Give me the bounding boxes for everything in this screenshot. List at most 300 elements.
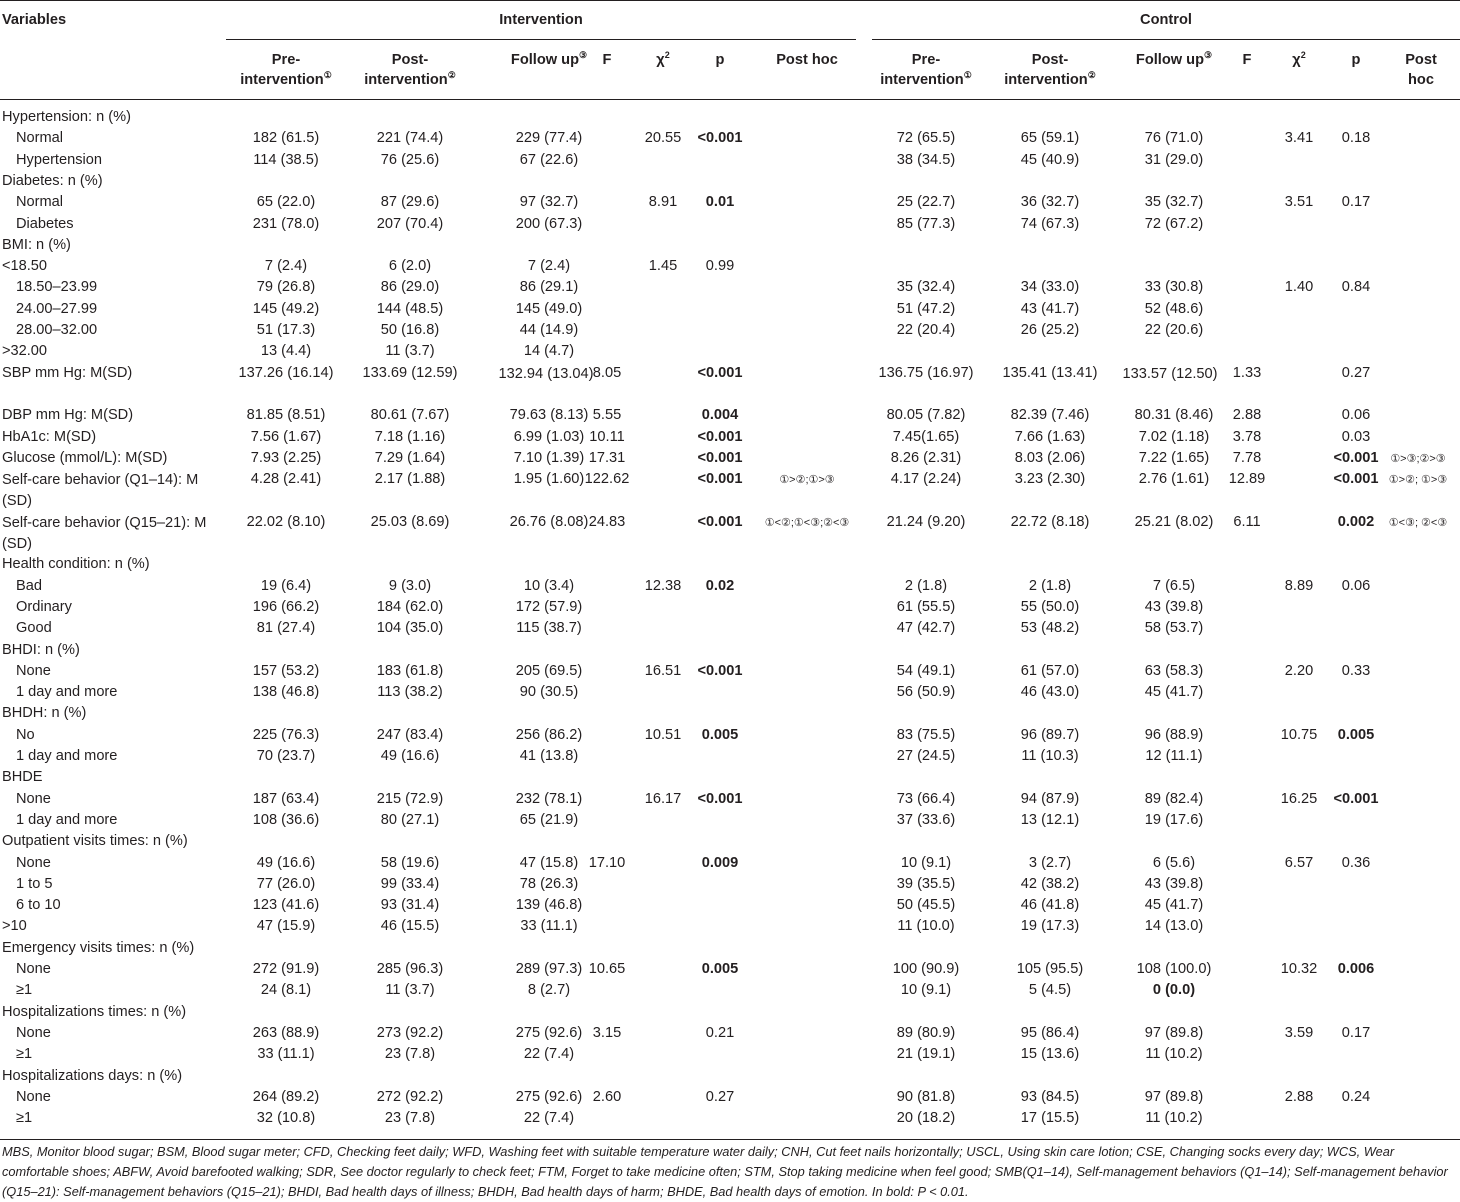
intervention-cell: 70 (23.7) [256,748,316,764]
section-label: BHDI: n (%) [2,641,80,658]
row-label: Normal [16,194,64,211]
intervention-cell: 5.55 [592,407,622,424]
intervention-cell: 108 (36.6) [252,811,320,828]
intervention-cell: <0.001 [697,790,743,807]
control-cell: 0.36 [1341,854,1371,871]
intervention-cell: 0.21 [705,1024,735,1041]
section-label: BHDE [2,769,43,786]
intervention-cell: 256 (86.2) [515,726,583,743]
header-group-intervention: Intervention [499,12,583,28]
control-cell: 108 (100.0) [1136,961,1212,977]
intervention-cell: 99 (33.4) [380,875,440,892]
row-label: Good [16,620,52,637]
intervention-cell: 145 (49.2) [252,300,320,317]
intervention-cell: 115 (38.7) [516,620,582,637]
intervention-cell: 1.45 [648,258,678,275]
control-header-5: p [1351,52,1361,68]
intervention-cell: 16.51 [644,662,682,679]
row-label: None [16,1088,51,1105]
control-cell: 2.88 [1284,1088,1314,1105]
control-cell: 12 (11.1) [1145,748,1203,764]
intervention-cell: 97 (32.7) [519,194,579,211]
control-cell: 37 (33.6) [896,811,956,828]
intervention-cell: 16.17 [644,790,682,807]
control-cell: 4.17 (2.24) [890,471,962,488]
control-cell: 11 (10.3) [1021,748,1079,764]
control-cell: 0.24 [1341,1088,1371,1105]
intervention-cell: 86 (29.1) [519,279,579,296]
intervention-cell: 11 (3.7) [385,343,435,360]
intervention-cell: <0.001 [697,130,743,147]
intervention-cell: 58 (19.6) [380,854,440,871]
intervention-cell: 196 (66.2) [252,598,320,615]
intervention-cell: 87 (29.6) [380,194,440,211]
intervention-cell: 49 (16.6) [256,854,316,871]
control-cell: 43 (39.8) [1144,598,1204,615]
intervention-cell: 272 (91.9) [252,961,320,977]
control-cell: 46 (41.8) [1020,897,1080,914]
control-cell: 47 (42.7) [896,620,956,637]
intervention-cell: 231 (78.0) [252,215,320,232]
row-label: 28.00–32.00 [16,322,98,338]
control-cell: 11 (10.2) [1145,1046,1203,1063]
control-cell: 74 (67.3) [1020,215,1080,232]
intervention-cell: 104 (35.0) [376,620,444,637]
intervention-cell: 0.02 [705,577,735,594]
intervention-cell: 79 (26.8) [256,279,316,296]
control-cell: 97 (89.8) [1144,1024,1204,1041]
control-cell: 34 (33.0) [1020,279,1080,296]
intervention-cell: 81.85 (8.51) [246,407,326,424]
control-cell: 53 (48.2) [1020,620,1080,637]
control-cell: 43 (41.7) [1020,300,1080,317]
control-cell: 10.32 [1280,961,1318,977]
intervention-cell: 13 (4.4) [260,343,312,360]
intervention-header-4: $\chi^2$ [656,50,670,68]
intervention-header-3: F [602,52,612,68]
intervention-cell: 205 (69.5) [515,662,583,679]
control-cell: 21.24 (9.20) [886,513,966,530]
row-label: No [16,726,35,743]
control-cell: 2.76 (1.61) [1138,471,1210,488]
intervention-cell: 22 (7.4) [523,1046,575,1063]
intervention-cell: 172 (57.9) [515,598,583,615]
intervention-cell: 65 (22.0) [256,194,316,211]
intervention-cell: 0.01 [705,194,735,211]
control-cell: 11 (10.2) [1145,1110,1203,1127]
control-cell: 19 (17.6) [1144,811,1204,828]
intervention-cell: 184 (62.0) [376,598,444,615]
control-cell: 11 (10.0) [897,918,955,935]
control-group-rule [872,39,1460,40]
intervention-header-0: Pre- intervention① [240,52,332,88]
control-cell: 10.75 [1280,726,1318,743]
row-label: None [16,961,51,977]
control-cell: 1.40 [1284,279,1314,296]
control-cell: ①<③; ②<③ [1388,516,1448,529]
control-cell: 85 (77.3) [896,215,956,232]
control-cell: 89 (80.9) [896,1024,956,1041]
intervention-cell: 20.55 [644,130,682,147]
row-label: ≥1 [16,982,33,999]
control-cell: <0.001 [1333,790,1379,807]
row-label: Normal [16,130,64,147]
control-cell: 27 (24.5) [896,748,956,764]
intervention-cell: 289 (97.3) [515,961,583,977]
header-group-control: Control [1140,12,1192,28]
control-cell: 135.41 (13.41) [1002,364,1098,381]
intervention-header-6: Post hoc [776,52,838,68]
intervention-cell: 24 (8.1) [260,982,312,999]
control-cell: 61 (57.0) [1020,662,1080,679]
control-cell: 136.75 (16.97) [878,364,974,381]
intervention-cell: 12.38 [644,577,682,594]
control-cell: 73 (66.4) [896,790,956,807]
control-cell: 55 (50.0) [1020,598,1080,615]
control-cell: 0.06 [1341,577,1371,594]
intervention-cell: 7.10 (1.39) [513,449,585,466]
section-label: Hypertension: n (%) [2,109,131,125]
intervention-cell: 17.31 [588,449,626,466]
intervention-cell: 6.99 (1.03) [513,428,585,445]
control-cell: 19 (17.3) [1020,918,1080,935]
control-cell: 15 (13.6) [1020,1046,1080,1063]
control-cell: 6 (5.6) [1152,854,1196,871]
control-cell: 13 (12.1) [1020,811,1080,828]
control-cell: 45 (41.7) [1144,684,1204,701]
intervention-cell: 11 (3.7) [385,982,435,999]
control-cell: 61 (55.5) [896,598,956,615]
row-label: 1 day and more [16,684,118,701]
intervention-cell: 79.63 (8.13) [509,407,589,424]
control-cell: 8.03 (2.06) [1014,449,1086,466]
row-label: >10 [2,918,27,935]
intervention-cell: 144 (48.5) [376,300,444,317]
control-cell: 2 (1.8) [1028,577,1072,594]
control-cell: 90 (81.8) [896,1088,956,1105]
intervention-cell: 133.69 (12.59) [362,364,458,381]
intervention-cell: 0.99 [705,258,735,275]
section-label: Health condition: n (%) [2,556,150,573]
intervention-cell: 8.91 [648,194,678,211]
control-cell: 10 (9.1) [900,854,952,871]
control-cell: 83 (75.5) [896,726,956,743]
row-label: DBP mm Hg: M(SD) [2,407,134,424]
top-rule [0,0,1460,1]
control-cell: 25 (22.7) [896,194,956,211]
row-label: Diabetes [16,215,74,232]
row-label: None [16,854,51,871]
control-cell: 3.59 [1284,1024,1314,1041]
intervention-cell: <0.001 [697,364,743,381]
intervention-cell: 22 (7.4) [523,1110,575,1127]
control-cell: 22.72 (8.18) [1010,513,1090,530]
control-cell: 96 (89.7) [1020,726,1080,743]
control-header-0: Pre- intervention① [880,52,972,88]
intervention-cell: 78 (26.3) [519,875,579,892]
intervention-cell: 7 (2.4) [527,258,571,275]
intervention-cell: 229 (77.4) [515,130,583,147]
intervention-cell: 32 (10.8) [256,1110,316,1127]
row-label: 18.50–23.99 [16,279,98,296]
control-cell: 72 (67.2) [1144,215,1204,232]
intervention-cell: 41 (13.8) [519,748,579,764]
intervention-cell: 80 (27.1) [380,811,440,828]
intervention-cell: 76 (25.6) [380,151,440,168]
control-cell: 0 (0.0) [1152,982,1196,999]
control-cell: 97 (89.8) [1144,1088,1204,1105]
intervention-cell: 44 (14.9) [519,322,579,338]
intervention-cell: 9 (3.0) [388,577,432,594]
section-label: Emergency visits times: n (%) [2,939,195,956]
control-cell: 6.57 [1284,854,1314,871]
intervention-cell: 8 (2.7) [527,982,571,999]
intervention-cell: 46 (15.5) [380,918,440,935]
intervention-cell: 19 (6.4) [260,577,312,594]
control-cell: 2 (1.8) [904,577,948,594]
control-cell: 0.03 [1341,428,1371,445]
intervention-cell: 183 (61.8) [376,662,444,679]
intervention-cell: 86 (29.0) [380,279,440,296]
intervention-cell: ①>②;①>③ [779,474,835,487]
control-cell: 63 (58.3) [1144,662,1204,679]
control-cell: 52 (48.6) [1144,300,1204,317]
intervention-cell: 77 (26.0) [256,875,316,892]
header-variables: Variables [2,12,67,28]
intervention-cell: 0.004 [701,407,739,424]
intervention-cell: 7 (2.4) [264,258,308,275]
control-header-1: Post- intervention② [1004,52,1096,88]
intervention-cell: 4.28 (2.41) [250,471,322,488]
control-cell: 3.41 [1284,130,1314,147]
control-cell: 56 (50.9) [896,684,956,701]
row-label: Self-care behavior (Q1–14): M (SD) [2,472,199,510]
control-cell: 94 (87.9) [1020,790,1080,807]
row-label: SBP mm Hg: M(SD) [2,364,133,381]
intervention-cell: 122.62 [584,471,630,488]
control-cell: 1.33 [1232,364,1262,381]
row-label: Hypertension [16,151,102,168]
intervention-cell: 10.51 [644,726,682,743]
row-label: ≥1 [16,1110,33,1127]
intervention-cell: <0.001 [697,428,743,445]
control-cell: <0.001 [1333,449,1379,466]
intervention-cell: 7.29 (1.64) [374,449,446,466]
row-label: Glucose (mmol/L): M(SD) [2,449,168,466]
control-cell: 80.31 (8.46) [1134,407,1214,424]
control-cell: 17 (15.5) [1020,1110,1080,1127]
control-header-2: Follow up③ [1135,50,1213,68]
control-cell: 35 (32.4) [896,279,956,296]
control-cell: 0.002 [1337,513,1375,530]
control-cell: 7.66 (1.63) [1014,428,1086,445]
section-label: Diabetes: n (%) [2,172,103,189]
intervention-cell: <0.001 [697,449,743,466]
control-cell: 8.89 [1284,577,1314,594]
control-cell: 35 (32.7) [1144,194,1204,211]
intervention-cell: 113 (38.2) [377,684,443,701]
intervention-cell: 138 (46.8) [252,684,320,701]
intervention-cell: 24.83 [588,513,626,530]
section-label: BMI: n (%) [2,236,71,253]
control-cell: 96 (88.9) [1144,726,1204,743]
control-cell: ①>③;②>③ [1390,452,1446,465]
control-cell: 7.78 [1232,449,1262,466]
control-cell: 58 (53.7) [1144,620,1204,637]
intervention-cell: 7.18 (1.16) [374,428,446,445]
intervention-cell: 80.61 (7.67) [370,407,450,424]
intervention-cell: 0.009 [701,854,739,871]
intervention-cell: 263 (88.9) [252,1024,320,1041]
control-cell: 21 (19.1) [896,1046,956,1063]
intervention-cell: 10.11 [589,428,625,445]
control-cell: 33 (30.8) [1144,279,1204,296]
intervention-cell: 47 (15.9) [256,918,316,935]
intervention-cell: 22.02 (8.10) [246,513,326,530]
control-cell: 0.84 [1341,279,1371,296]
control-cell: 38 (34.5) [896,151,956,168]
control-cell: 89 (82.4) [1144,790,1204,807]
intervention-cell: 145 (49.0) [515,300,583,317]
intervention-cell: 47 (15.8) [519,854,579,871]
control-cell: 100 (90.9) [892,961,960,977]
control-cell: 0.27 [1341,364,1371,381]
row-label: None [16,790,51,807]
control-header-6: Post hoc [1405,52,1437,88]
footnote: MBS, Monitor blood sugar; BSM, Blood sugar meter; CFD, Checking feet daily; WFD, Washing feet with suitable temperature water daily; CNH, Cut feet nails horizontally; USCL, Using skin care lotion; CSE, Changing socks every day; WCS, Wear comfortable shoes; ABFW, Avoid barefooted walking; SDR, See doctor regularly to check feet; FTM, Forget to take medicine often; STM, Stop taking medicine when feel good; SMB(Q1–14), Self-management behaviors (Q1–14); Self-management behavior (Q15–21): Self-management behaviors (Q15–21); BHDI, Bad health days of illness; BHDH, Bad health days of harm; BHDE, Bad health days of emotion. In bold: P < 0.01. [2,1144,1448,1199]
control-cell: 50 (45.5) [896,897,956,914]
control-cell: 5 (4.5) [1028,982,1072,999]
intervention-cell: 132.94 (13.04) [498,365,594,382]
intervention-cell: 33 (11.1) [257,1046,315,1063]
control-cell: 93 (84.5) [1020,1088,1080,1105]
intervention-cell: 8.05 [592,364,622,381]
row-label: >32.00 [2,343,48,360]
control-cell: 95 (86.4) [1020,1024,1080,1041]
control-cell: 36 (32.7) [1020,194,1080,211]
control-cell: 2.88 [1232,407,1262,424]
control-cell: 82.39 (7.46) [1010,407,1090,424]
intervention-cell: 123 (41.6) [252,897,320,914]
intervention-cell: 2.17 (1.88) [374,471,446,488]
intervention-cell: 7.56 (1.67) [250,428,322,445]
control-cell: 43 (39.8) [1144,875,1204,892]
control-cell: 0.06 [1341,407,1371,424]
row-label: Ordinary [16,598,72,615]
control-cell: 3.78 [1232,428,1262,445]
row-label: ≥1 [16,1046,33,1063]
bottom-rule [0,1139,1460,1140]
control-cell: 3.51 [1284,194,1314,211]
control-cell: 7.45(1.65) [892,428,960,445]
control-cell: 0.17 [1341,1024,1371,1041]
intervention-cell: 273 (92.2) [376,1024,444,1041]
intervention-cell: <0.001 [697,513,743,530]
row-label: 1 to 5 [16,875,53,892]
row-label: 1 day and more [16,748,118,764]
control-cell: 0.006 [1337,961,1375,977]
control-cell: 45 (41.7) [1144,897,1204,914]
intervention-cell: 33 (11.1) [520,918,578,935]
control-cell: 3.23 (2.30) [1014,471,1086,488]
intervention-cell: 51 (17.3) [256,322,316,338]
row-label: None [16,1024,51,1041]
intervention-cell: 81 (27.4) [256,620,316,637]
intervention-cell: 247 (83.4) [376,726,444,743]
control-cell: 72 (65.5) [896,130,956,147]
intervention-cell: 0.005 [701,961,739,977]
intervention-cell: 200 (67.3) [515,215,583,232]
control-cell: 2.20 [1284,662,1314,679]
control-cell: 133.57 (12.50) [1122,365,1218,382]
intervention-group-rule [226,39,856,40]
control-cell: 42 (38.2) [1020,875,1080,892]
control-cell: 54 (49.1) [896,662,956,679]
row-label: 6 to 10 [16,897,61,914]
row-label: 1 day and more [16,811,118,828]
control-cell: 39 (35.5) [896,875,956,892]
intervention-cell: 6 (2.0) [388,258,432,275]
intervention-cell: 225 (76.3) [252,726,320,743]
control-cell: 80.05 (7.82) [886,407,966,424]
intervention-cell: 157 (53.2) [252,662,320,679]
control-header-3: F [1242,52,1252,68]
intervention-cell: 67 (22.6) [519,151,579,168]
control-cell: 10 (9.1) [900,982,952,999]
control-cell: 6.11 [1233,513,1261,530]
control-cell: 31 (29.0) [1144,151,1204,168]
control-cell: 22 (20.4) [896,322,956,338]
control-cell: 46 (43.0) [1020,684,1080,701]
intervention-cell: 221 (74.4) [376,130,444,147]
intervention-cell: 49 (16.6) [380,748,440,764]
intervention-cell: 23 (7.8) [384,1046,436,1063]
intervention-header-1: Post- intervention② [364,52,456,88]
intervention-cell: <0.001 [697,662,743,679]
section-label: Outpatient visits times: n (%) [2,833,188,850]
row-label: None [16,662,51,679]
intervention-cell: 275 (92.6) [515,1024,583,1041]
header-bottom-rule [0,99,1460,100]
control-cell: 26 (25.2) [1020,322,1080,338]
row-label: Self-care behavior (Q15–21): M (SD) [2,514,207,552]
row-label: 24.00–27.99 [16,300,98,317]
control-cell: 22 (20.6) [1144,322,1204,338]
intervention-cell: 3.15 [592,1024,622,1041]
intervention-cell: 114 (38.5) [253,151,319,168]
intervention-cell: 50 (16.8) [380,322,440,338]
control-header-4: $\chi^2$ [1292,50,1306,68]
intervention-cell: 0.005 [701,726,739,743]
intervention-header-5: p [715,52,725,68]
intervention-cell: 65 (21.9) [519,811,579,828]
control-cell: 0.005 [1337,726,1375,743]
intervention-cell: 139 (46.8) [515,897,583,914]
intervention-cell: 264 (89.2) [252,1088,320,1105]
intervention-cell: 7.93 (2.25) [250,449,322,466]
section-label: Hospitalizations days: n (%) [2,1067,183,1084]
intervention-cell: <0.001 [697,471,743,488]
control-cell: 3 (2.7) [1028,854,1072,871]
intervention-cell: ①<②;①<③;②<③ [764,516,850,529]
control-cell: 8.26 (2.31) [890,449,962,466]
control-cell: 7.22 (1.65) [1138,449,1210,466]
intervention-header-2: Follow up③ [510,50,588,68]
control-cell: ①>②; ①>③ [1388,474,1448,487]
control-cell: 0.18 [1341,130,1371,147]
intervention-cell: 1.95 (1.60) [513,471,585,488]
row-label: HbA1c: M(SD) [2,428,97,445]
